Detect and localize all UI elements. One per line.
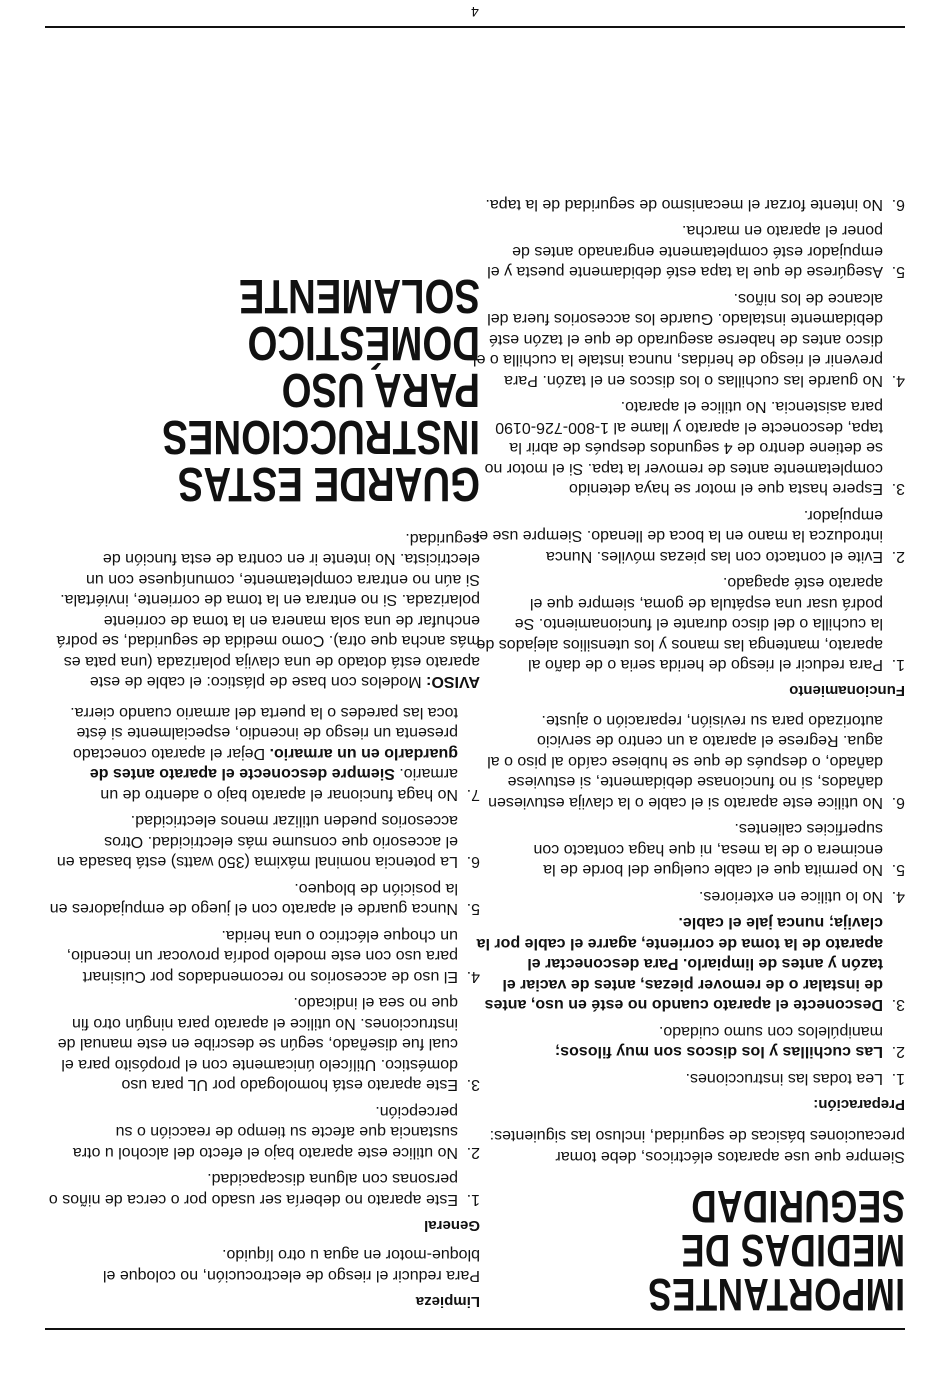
item-text: No lo utilice en exteriores. <box>698 888 883 905</box>
preparacion-heading: Preparación: <box>813 1096 905 1113</box>
aviso-label: AVISO: <box>426 673 480 691</box>
save-line-4: DOMÉSTICO <box>247 316 480 370</box>
left-column <box>472 184 905 1320</box>
item-text: No permita que el cable cuelgue del borde de la encimera o de la mesa, ni que haga contacto con superficies calientes. <box>533 820 883 879</box>
item-number: 7. <box>466 786 480 803</box>
item-number: 6. <box>891 794 905 811</box>
right-column <box>48 269 480 1317</box>
item-bold-text: Las cuchillas y los discos son muy filosos; <box>554 1043 883 1061</box>
item-text: Asegúrese de que la tapa esté debidamente puesta y el empujador esté completamente engranado antes de poner el aparato en marcha. <box>487 222 883 281</box>
item-text: No guarde las cuchillas o los discos en el tazón. Para prevenir el riesgo de heridas, nunca instale la cuchilla o el disco antes de haberse asegurado de que el tazón esté debidamente instalado. Guarde los accesorios fuera del alcance de los niños. <box>472 290 883 389</box>
list-item <box>473 1021 905 1062</box>
title-line-2: MEDIDAS DE SEGURIDAD <box>680 1181 905 1276</box>
item-text: Este aparato no debería ser usado por o cerca de niños o personas con alguna discapacidad. <box>48 1170 458 1208</box>
list-item <box>473 886 905 907</box>
item-number: 5. <box>466 900 480 918</box>
general-heading: General <box>424 1217 480 1234</box>
item-number: 1. <box>891 656 905 674</box>
item-text: No haga funcionar el aparato bajo o adentro de un armario. <box>100 765 458 803</box>
aviso-text: Modelos con base de plástico: el cable de este aparato está dotado de una clavija polarizada (una pata es más ancha que otra). Como medida de seguridad, se podrá enchufar de una sola manera en la toma de corriente polarizada. Si no entrara en la toma de corriente, inviértala. Si aún no entrara completamente, comuníquese con un electricista. No intente ir en contra de esta función de seguridad. <box>56 530 480 691</box>
list-item <box>473 288 905 391</box>
list-item <box>473 818 905 880</box>
item-text: Nunca guarde el aparato con el juego de empujadores en la posición de bloqueo. <box>49 880 458 918</box>
item-text: El uso de accesorios no recomendados por Cuisinart para uso con este modelo podría provocar un incendio, un choque eléctrico o una herida. <box>66 927 458 985</box>
item-number: 4. <box>466 968 480 985</box>
limpieza-text: Para reducir el riesgo de electrocución, no coloque el bloque-motor en agua u otro líquido. <box>102 1246 480 1284</box>
item-bold-text: Siempre desconecte el aparato antes de guardarlo en un armario. <box>89 745 458 783</box>
item-number: 2. <box>466 1144 480 1161</box>
main-title <box>468 1181 905 1320</box>
item-number: 6. <box>466 853 480 871</box>
list-item <box>473 194 905 215</box>
funcionamiento-heading: Funcionamiento <box>789 682 905 700</box>
item-text: Evite el contacto con las piezas móviles. Nunca introduzca la mano en la boca de llenado. Siempre use el empujador. <box>475 507 883 565</box>
item-bold-text: Desconecte el aparato cuando no esté en uso, antes de instalar o de remover piezas, antes de vaciar el tazón y antes de limpiarlo. Para desconectar el aparato de la toma de corriente, agarre el cable por la clavija; nunca jale el cable. <box>476 914 883 1014</box>
item-number: 5. <box>891 861 905 879</box>
general-list <box>48 702 480 1210</box>
item-number: 1. <box>466 1191 480 1208</box>
page-number: 4 <box>471 4 479 20</box>
item-number: 3. <box>466 1076 480 1094</box>
item-number: 3. <box>891 480 905 498</box>
item-text: No utilice este aparato si el cable o la clavija estuviesen dañados, si no funcionase debidamente, si estuviese dañado, o después de que se hubiese caído al piso o al agua. Regrese el aparato a un centro de servicio autorizado para su revisión, reparación o ajuste. <box>487 712 883 811</box>
intro-text: Siempre que use aparatos eléctricos, debe tomar precauciones básicas de seguridad, incluso las siguientes: <box>489 1127 905 1165</box>
list-item <box>473 505 905 567</box>
item-text: Dejar el aparato conectado presenta un riesgo de incendio, especialmente si éste toca las paredes o la puerta del armario cuando cierra. <box>70 704 458 762</box>
list-item <box>48 1101 480 1163</box>
item-number: 3. <box>891 996 905 1014</box>
item-number: 5. <box>891 263 905 281</box>
bottom-rule <box>45 26 905 28</box>
list-item <box>473 220 905 282</box>
list-item <box>48 702 480 805</box>
item-number: 4. <box>891 888 905 905</box>
item-number: 2. <box>891 1043 905 1061</box>
list-item <box>48 810 480 872</box>
list-item <box>48 1168 480 1209</box>
list-item <box>48 878 480 919</box>
item-text: La potencia nominal máxima (350 watts) está basada en el accesorio que consume más electricidad. Otros accesorios pueden utilizar menos electricidad. <box>56 812 458 871</box>
funcionamiento-list <box>473 194 905 675</box>
item-text: No utilice este aparato bajo el efecto del alcohol u otra sustancia que afecte su tiempo de reacción o su percepción. <box>72 1103 458 1161</box>
item-text: No intente forzar el mecanismo de seguridad de la tapa. <box>485 196 883 213</box>
aviso-paragraph <box>48 528 480 692</box>
save-line-5: SOLAMENTE <box>238 269 480 323</box>
preparacion-list <box>473 710 905 1089</box>
save-line-1: GUARDE ESTAS <box>177 457 480 511</box>
item-text: Espere hasta que el motor se haya detenido completamente antes de remover la tapa. Si el motor no se detiene dentro de 4 segundos después de abrir la tapa, desconecte el aparato y llame al 1-800-726-0190 para asistencia. No utilice el aparato. <box>484 398 883 498</box>
item-text: manipúlelos con sumo cuidado. <box>658 1023 883 1040</box>
item-number: 6. <box>891 196 905 213</box>
item-number: 2. <box>891 548 905 565</box>
save-line-3: PARA USO <box>281 363 480 417</box>
item-number: 4. <box>891 372 905 389</box>
title-line-1: IMPORTANTES <box>647 1269 905 1320</box>
limpieza-heading: Limpieza <box>415 1293 480 1310</box>
item-text: Lea todas las instrucciones. <box>685 1070 883 1087</box>
item-number: 1. <box>891 1070 905 1087</box>
save-instructions-banner <box>48 269 480 511</box>
top-rule <box>45 1328 905 1330</box>
list-item <box>48 925 480 987</box>
list-item <box>473 396 905 499</box>
list-item <box>473 572 905 675</box>
list-item <box>473 1068 905 1089</box>
item-text: Para reducir el riesgo de herida seria o de daño al aparato, mantenga las manos y los utensilios alejados de la cuchilla o del disco durante el funcionamiento. Se podrá usar una espátula de goma, siempre que el aparato esté apagado. <box>476 574 883 674</box>
list-item <box>48 992 480 1095</box>
list-item <box>473 912 905 1015</box>
save-line-2: INSTRUCCIONES <box>162 410 480 464</box>
item-text: Este aparato está homologado por UL para uso doméstico. Utilícelo únicamente con el propósito para el cual fue diseñado, según se describe en este manual de instrucciones. No utilice el aparato para ningún otro fin que no sea el indicado. <box>57 994 458 1094</box>
list-item <box>473 710 905 813</box>
